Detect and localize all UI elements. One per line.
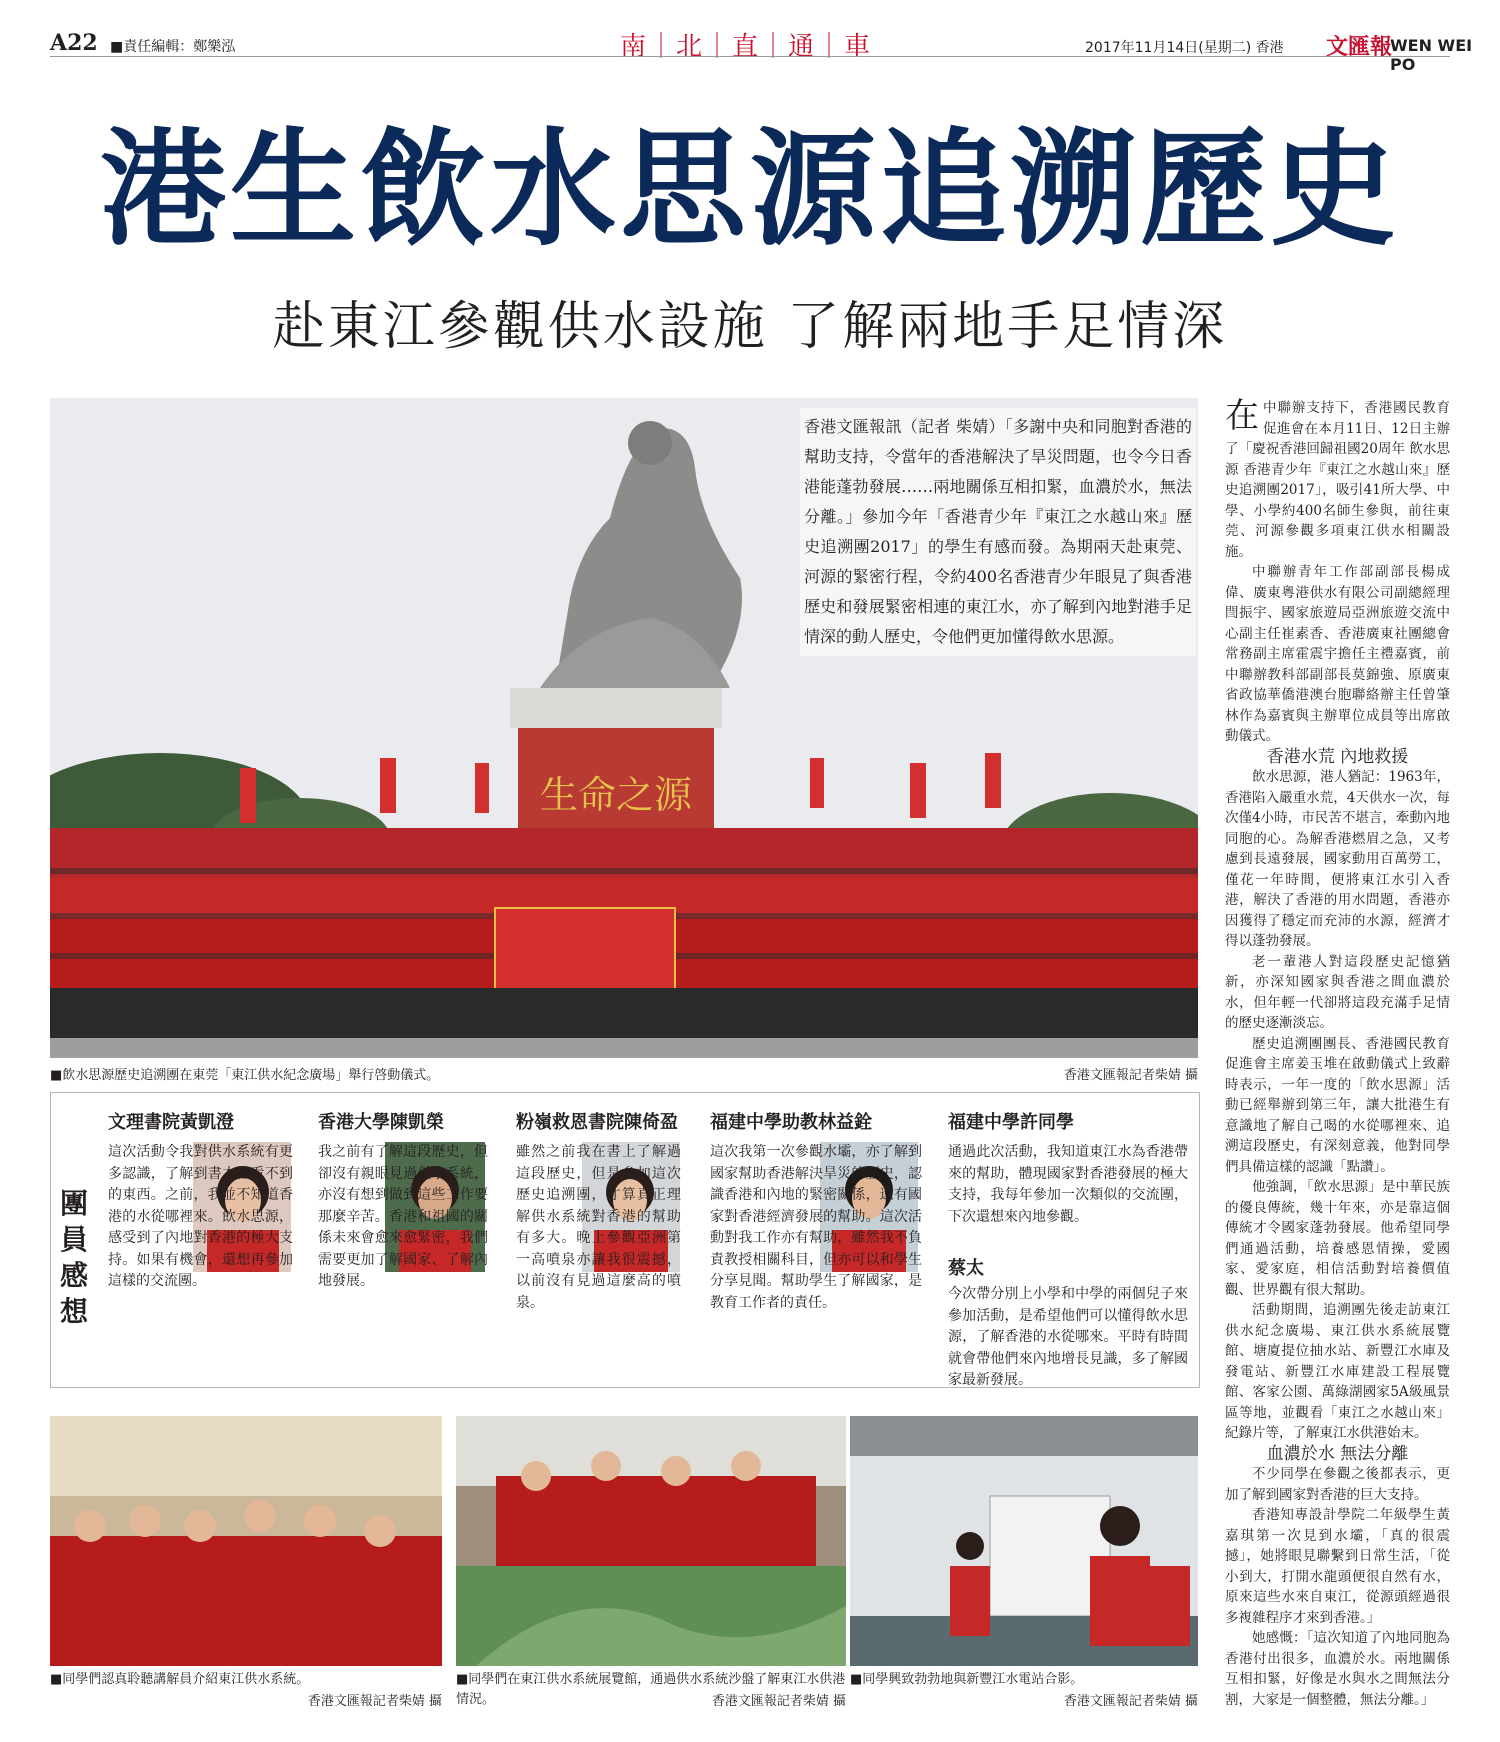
feedback-name: 福建中學助教林益銓 [710,1112,872,1133]
bottom-photo-2-credit: 香港文匯報記者柴婧 攝 [711,1694,846,1709]
drop-cap: 在 [1225,396,1259,436]
feedback-name: 福建中學許同學 [948,1112,1074,1133]
section-heading: 血濃於水 無法分離 [1266,1443,1409,1464]
feedback-box-label: 團員感想 [60,1187,89,1328]
subheadline: 赴東江參觀供水設施 了解兩地手足情深 [272,297,1228,357]
monument-inscription: 生命之源 [539,773,693,817]
article-paragraph: 中聯辦支持下，香港國民教育促進會在本月11日、12日主辦了「慶祝香港回歸祖國20周年 飲水思源 香港青少年『東江之水越山來』歷史追溯團2017」，吸引41所大學、中學、小學約400名師生參與，前往東莞、河源參觀多項東江供水相關設施。 [1225,400,1450,560]
headline: 港生飲水思源追溯歷史 [100,115,1400,263]
feedback-name: 香港大學陳凱榮 [318,1112,444,1133]
right-column-article [1225,398,1450,1710]
bottom-photo-1 [50,1416,442,1666]
article-paragraph: 她感慨：「這次知道了內地同胞為香港付出很多，血濃於水。兩地關係互相扣緊，好像是水與水之間無法分割，大家是一個整體，無法分離。」 [1225,1630,1450,1708]
feedback-name: 文理書院黃凱澄 [108,1112,234,1133]
article-paragraph: 老一輩港人對這段歷史記憶猶新，亦深知國家與香港之間血濃於水，但年輕一代卻將這段充滿手足情的歷史逐漸淡忘。 [1225,953,1450,1031]
section-title: 南｜北｜直｜通｜車 [620,32,873,62]
feedback-text: 我之前有了解這段歷史，但卻沒有親眼見過供水系統，亦沒有想到做到這些工作要那麼辛苦。香港和祖國的關係未來會愈來愈緊密，我們需要更加了解國家、了解內地發展。 [318,1144,488,1289]
bottom-photo-3 [850,1416,1198,1666]
bottom-photo-3-credit: 香港文匯報記者柴婧 攝 [1063,1694,1198,1709]
article-paragraph: 不少同學在參觀之後都表示，更加了解到國家對香港的巨大支持。 [1225,1466,1450,1503]
feedback-text: 通過此次活動，我知道東江水為香港帶來的幫助，體現國家對香港發展的極大支持，我每年參加一次類似的交流團，下次還想來內地參觀。 [948,1144,1188,1225]
bottom-photo-1-caption: ■同學們認真聆聽講解員介紹東江供水系統。 [50,1672,310,1687]
article-paragraph: 中聯辦青年工作部副部長楊成偉、廣東粵港供水有限公司副總經理閆振宇、國家旅遊局亞洲旅遊交流中心副主任崔素香、香港廣東社團總會常務副主席霍震宇擔任主禮嘉賓，前中聯辦教科部副部長莫錦強、原廣東省政協華僑港澳台胞聯絡辦主任曾肇林作為嘉賓與主辦單位成員等出席啟動儀式。 [1225,564,1450,744]
bottom-photo-3-caption: ■同學興致勃勃地與新豐江水電站合影。 [850,1672,1084,1687]
feedback-text: 這次我第一次參觀水壩，亦了解到國家幫助香港解決旱災的歷史，認識香港和內地的緊密關係，還有國家對香港經濟發展的幫助。這次活動對我工作亦有幫助，雖然我不負責教授相關科目，但亦可以和學生分享見聞。幫助學生了解國家，是教育工作者的責任。 [710,1144,922,1311]
feedback-name: 蔡太 [948,1258,984,1279]
article-paragraph: 香港知專設計學院二年級學生黃嘉琪第一次見到水壩，「真的很震撼」，她將眼見聯繫到日常生活，「從小到大，打開水龍頭便很自然有水，原來這些水來自東江，從源頭經過很多複雜程序才來到香港。」 [1225,1507,1450,1626]
feedback-text: 這次活動令我對供水系統有更多認識，了解到書本裡看不到的東西。之前，我並不知道香港的水從哪裡來。飲水思源，感受到了內地對香港的極大支持。如果有機會，還想再參加這樣的交流團。 [108,1144,293,1289]
header-divider [50,56,1450,57]
bottom-photo-2-caption: ■同學們在東江供水系統展覽館，通過供水系統沙盤了解東江水供港情況。 [456,1672,846,1707]
masthead-english: WEN WEI PO [1390,36,1473,74]
issue-date: 2017年11月14日(星期二) 香港 [1085,40,1284,56]
main-photo-credit: 香港文匯報記者柴婧 攝 [1063,1068,1198,1083]
article-paragraph: 飲水思源，港人猶記：1963年，香港陷入嚴重水荒，4天供水一次，每次僅4小時，市民苦不堪言，牽動內地同胞的心。為解香港燃眉之急，又考慮到長遠發展，國家動用百萬勞工，僅花一年時間，便將東江水引入香港，解決了香港的用水問題，香港亦因獲得了穩定而充沛的水源，經濟才得以蓬勃發展。 [1225,769,1450,949]
masthead-logo: 文匯報 [1326,34,1393,60]
main-photo-caption: ■飲水思源歷史追溯團在東莞「東江供水紀念廣場」舉行啓動儀式。 [50,1068,440,1083]
section-heading: 香港水荒 內地救援 [1266,746,1409,767]
article-paragraph: 歷史追溯團團長、香港國民教育促進會主席姜玉堆在啟動儀式上致辭時表示，一年一度的「飲水思源」活動已經舉辦到第三年，讓大批港生有意識地了解自己喝的水從哪裡來、追溯這段歷史，有深刻意義，他對同學們具備這樣的認識「點讚」。 [1225,1035,1450,1175]
editor-credit: ■責任編輯：鄭樂泓 [110,39,236,55]
bottom-photo-1-credit: 香港文匯報記者柴婧 攝 [307,1694,442,1709]
feedback-name: 粉嶺救恩書院陳倚盈 [516,1112,678,1133]
article-paragraph: 活動期間，追溯團先後走訪東江供水紀念廣場、東江供水系統展覽館、塘廈提位抽水站、新豐江水庫及發電站、新豐江水庫建設工程展覽館、客家公園、萬綠湖國家5A級風景區等地，並觀看「東江之水越山來」紀錄片等，了解東江水供港始末。 [1225,1302,1450,1441]
feedback-text: 雖然之前我在書上了解過這段歷史，但是參加這次歷史追溯團，才算真正理解供水系統對香港的幫助有多大。晚上參觀亞洲第一高噴泉亦讓我很震撼，以前沒有見過這麼高的噴泉。 [516,1144,681,1311]
article-paragraph: 他強調，「飲水思源」是中華民族的優良傳統，幾十年來，亦是靠這個傳統才令國家蓬勃發展。他希望同學們通過活動，培養感恩情操，愛國家、愛家庭，相信活動對培養價值觀、世界觀有很大幫助。 [1225,1179,1450,1298]
lead-paragraph: 香港文匯報訊（記者 柴婧）「多謝中央和同胞對香港的幫助支持，令當年的香港解決了旱災問題，也令今日香港能蓬勃發展……兩地關係互相扣緊，血濃於水，無法分離。」參加今年「香港青少年『東江之水越山來』歷史追溯團2017」的學生有感而發。為期兩天赴東莞、河源的緊密行程，令約400名香港青少年眼見了與香港歷史和發展緊密相連的東江水，亦了解到內地對港手足情深的動人歷史，令他們更加懂得飲水思源。 [800,408,1196,656]
page-number: A22 [50,30,98,56]
bottom-photo-2 [456,1416,846,1666]
feedback-text: 今次帶分別上小學和中學的兩個兒子來參加活動，是希望他們可以懂得飲水思源，了解香港的水從哪來。平時有時間就會帶他們來內地增長見識，多了解國家最新發展。 [948,1286,1188,1388]
